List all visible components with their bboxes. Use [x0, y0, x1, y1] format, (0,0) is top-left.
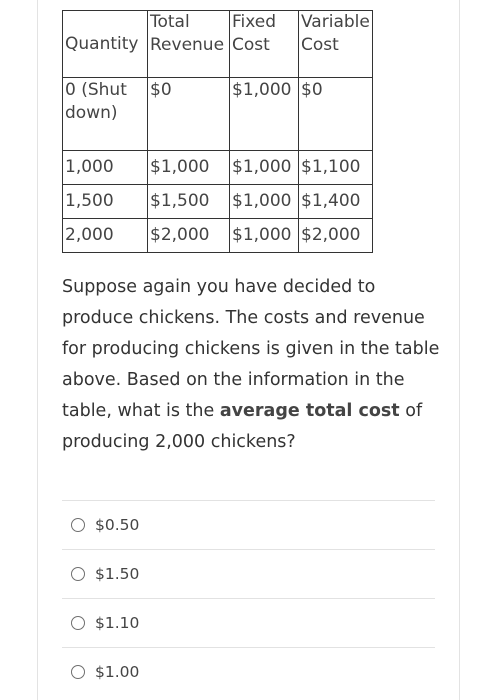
cell-total-revenue: $1,000: [148, 151, 230, 185]
answer-option[interactable]: [62, 501, 435, 550]
answer-option-label: $0.50: [95, 516, 140, 534]
header-total-revenue: Total Revenue: [148, 11, 230, 78]
radio-button-icon[interactable]: [71, 518, 85, 532]
cell-variable-cost: $1,100: [299, 151, 373, 185]
cell-total-revenue: $2,000: [148, 219, 230, 253]
radio-button-icon[interactable]: [71, 616, 85, 630]
answer-options: [62, 500, 435, 696]
answer-option[interactable]: [62, 599, 435, 648]
cell-fixed-cost: $1,000: [230, 219, 299, 253]
answer-option-label: $1.10: [95, 614, 140, 632]
cell-fixed-cost: $1,000: [230, 78, 299, 151]
header-fixed-cost: Fixed Cost: [230, 11, 299, 78]
question-text: [62, 272, 442, 458]
cell-variable-cost: $2,000: [299, 219, 373, 253]
cell-fixed-cost: $1,000: [230, 151, 299, 185]
radio-button-icon[interactable]: [71, 567, 85, 581]
cost-revenue-table: [62, 10, 373, 253]
cell-variable-cost: $1,400: [299, 185, 373, 219]
answer-option[interactable]: [62, 648, 435, 696]
cell-quantity: 1,000: [63, 151, 148, 185]
answer-option-label: $1.50: [95, 565, 140, 583]
answer-option-label: $1.00: [95, 663, 140, 681]
table-header-row: [63, 11, 373, 78]
table-row: [63, 151, 373, 185]
cell-total-revenue: $1,500: [148, 185, 230, 219]
radio-button-icon[interactable]: [71, 665, 85, 679]
cell-fixed-cost: $1,000: [230, 185, 299, 219]
table-row: [63, 78, 373, 151]
cell-total-revenue: $0: [148, 78, 230, 151]
cell-variable-cost: $0: [299, 78, 373, 151]
question-text-before: Suppose again you have decided to produce chickens. The costs and revenue for producing chickens is given in the table above. Based on the information in the table, what is the: [62, 277, 440, 421]
question-emphasis: average total cost: [219, 401, 400, 421]
table-row: [63, 185, 373, 219]
question-text-after: of producing 2,000 chickens?: [62, 401, 423, 452]
cell-quantity: 1,500: [63, 185, 148, 219]
cell-quantity: 0 (Shut down): [63, 78, 148, 151]
header-variable-cost: Variable Cost: [299, 11, 373, 78]
answer-option[interactable]: [62, 550, 435, 599]
header-quantity: Quantity: [63, 11, 148, 78]
cell-quantity: 2,000: [63, 219, 148, 253]
table-row: [63, 219, 373, 253]
